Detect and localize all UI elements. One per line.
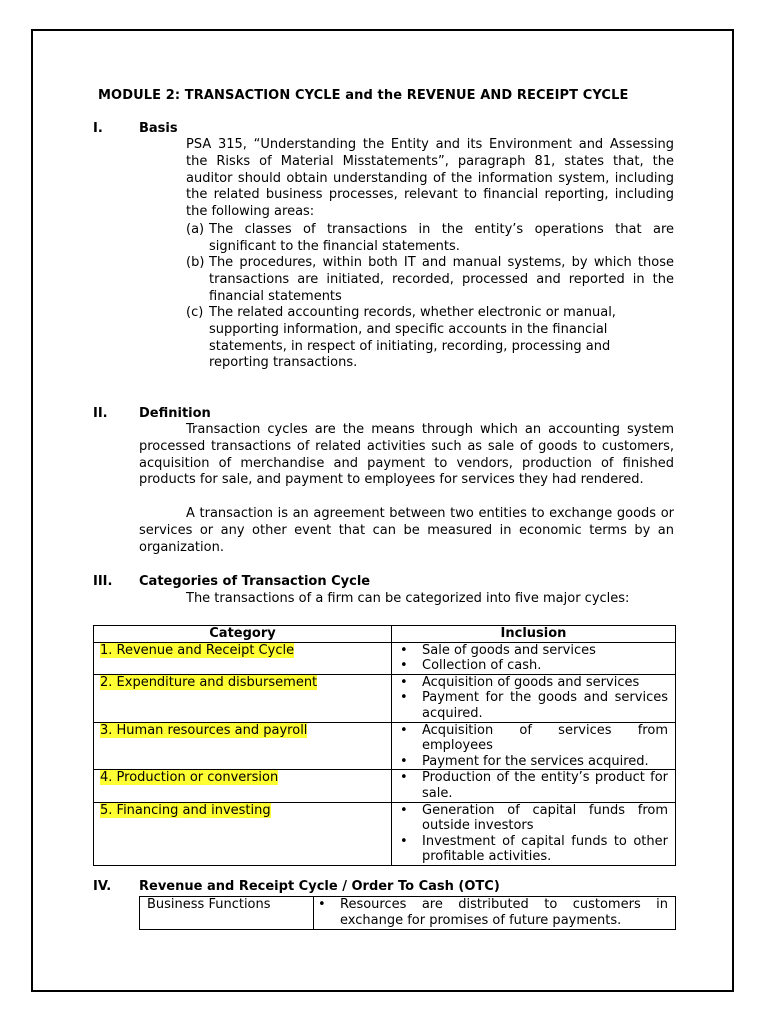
category-cell	[94, 770, 392, 802]
table-row	[94, 770, 676, 802]
inclusion-cell	[392, 802, 676, 865]
inclusion-item: • Payment for the services acquired.	[396, 754, 668, 770]
business-functions-label: Business Functions	[140, 897, 314, 930]
inclusion-item: • Generation of capital funds from outside investors	[396, 803, 668, 834]
business-functions-table	[139, 896, 676, 930]
inclusion-item: • Acquisition of goods and services	[396, 675, 668, 691]
business-function-item: • Resources are distributed to customers in exchange for promises of future payments.	[314, 897, 668, 929]
category-cell	[94, 722, 392, 770]
inclusion-item: • Investment of capital funds to other profitable activities.	[396, 834, 668, 865]
definition-paragraph-1: Transaction cycles are the means through which an accounting system processed transactions of related activities such as sale of goods to customers, acquisition of merchandise and payment to vendors, production of finished products for sale, and payment to employees for services they had rendered.	[139, 422, 674, 488]
table-row	[94, 642, 676, 674]
item-text: The classes of transactions in the entity’s operations that are significant to the financial statements.	[209, 222, 674, 254]
document-title: MODULE 2: TRANSACTION CYCLE and the REVENUE AND RECEIPT CYCLE	[98, 88, 629, 103]
category-cell	[94, 802, 392, 865]
inclusion-item: • Acquisition of services from employees	[396, 723, 668, 754]
category-label: 2. Expenditure and disbursement	[100, 674, 318, 690]
category-cell	[94, 674, 392, 722]
table-header-row	[94, 626, 676, 643]
section-heading-basis: Basis	[139, 121, 178, 136]
item-label: (c)	[186, 305, 204, 320]
business-functions-cell	[314, 897, 676, 930]
table-row	[94, 722, 676, 770]
inclusion-cell	[392, 674, 676, 722]
section-number-definition: II.	[93, 406, 108, 421]
column-header-category: Category	[94, 626, 392, 643]
categories-intro: The transactions of a firm can be categorized into five major cycles:	[186, 591, 630, 606]
table-row	[94, 802, 676, 865]
item-text: The related accounting records, whether electronic or manual, supporting information, and specific accounts in the financial statements, in respect of initiating, recording, processing and reporting transactions.	[209, 305, 616, 371]
basis-item-b	[186, 255, 674, 306]
inclusion-item: • Payment for the goods and services acquired.	[396, 690, 668, 721]
category-label: 5. Financing and investing	[100, 802, 271, 818]
item-label: (b)	[186, 255, 205, 270]
table-row	[140, 897, 676, 930]
inclusion-cell	[392, 642, 676, 674]
item-label: (a)	[186, 222, 205, 237]
section-heading-definition: Definition	[139, 406, 211, 421]
basis-paragraph: PSA 315, “Understanding the Entity and its Environment and Assessing the Risks of Material Misstatements”, paragraph 81, states that, the auditor should obtain understanding of the information system, including the related business processes, relevant to financial reporting, including the following areas:	[186, 137, 674, 220]
section-number-categories: III.	[93, 574, 113, 589]
table-row	[94, 674, 676, 722]
definition-paragraph-2: A transaction is an agreement between two entities to exchange goods or services or any other event that can be measured in economic terms by an organization.	[139, 506, 674, 555]
item-text: The procedures, within both IT and manual systems, by which those transactions are initiated, recorded, processed and reported in the financial statements	[209, 255, 674, 304]
section-heading-revenue: Revenue and Receipt Cycle / Order To Cash (OTC)	[139, 879, 500, 894]
inclusion-item: • Sale of goods and services	[396, 643, 668, 659]
section-heading-categories: Categories of Transaction Cycle	[139, 574, 371, 589]
inclusion-cell	[392, 770, 676, 802]
inclusion-item: • Collection of cash.	[396, 658, 668, 674]
section-number-revenue: IV.	[93, 879, 112, 894]
column-header-inclusion: Inclusion	[392, 626, 676, 643]
category-label: 1. Revenue and Receipt Cycle	[100, 642, 295, 658]
category-cell	[94, 642, 392, 674]
category-label: 3. Human resources and payroll	[100, 722, 308, 738]
basis-item-c	[186, 305, 674, 373]
category-label: 4. Production or conversion	[100, 770, 279, 786]
section-number-basis: I.	[93, 121, 103, 136]
inclusion-item: • Production of the entity’s product for sale.	[396, 770, 668, 801]
basis-item-a	[186, 222, 674, 256]
transaction-cycle-table	[93, 625, 676, 866]
inclusion-cell	[392, 722, 676, 770]
